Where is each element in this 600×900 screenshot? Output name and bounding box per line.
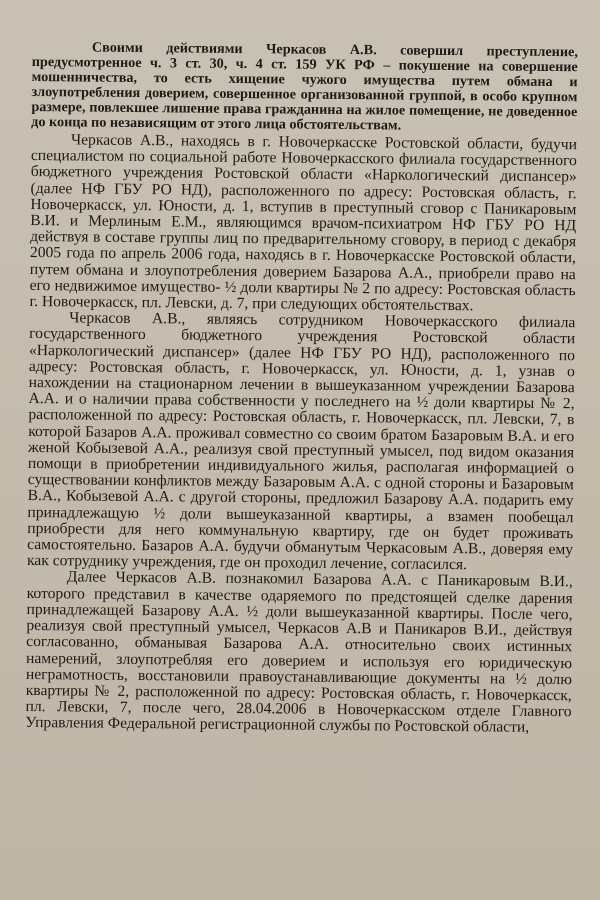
paragraph-verdict: Своими действиями Черкасов А.В. совершил преступление, предусмотренное ч. 3 ст. 30, ч. 4 ст. 159 УК РФ – покушение на совершение мошенничества, то есть хищение чужого имущества путем обмана и злоупотребления доверием, совершенное организованной группой, в особо крупном размере, повлекшее лишение права гражданина на жилое помещение, не доведенное до конца по независящим от этого лица обстоятельствам. <box>31 39 578 134</box>
document-body <box>25 40 578 737</box>
paragraph-circumstances: Черкасов А.В., находясь в г. Новочеркасске Ростовской области, будучи специалистом по социальной работе Новочеркасского филиала государственного бюджетного учреждения Ростовской области «Наркологический диспансер» (далее НФ ГБУ РО НД), расположенного по адресу: Ростовская область, г. Новочеркасск, ул. Юности, д. 1, вступив в преступный сговор с Паникаровым В.И. и Мерлиным Е.М., являющимся врачом-психиатром НФ ГБУ РО НД действуя в составе группы лиц по предварительному сговору, в период с декабря 2005 года по апрель 2006 года, находясь в г. Новочеркасске Ростовской области, путем обмана и злоупотребления доверием Базарова А.А., приобрели право на его недвижимое имущество- ½ доли квартиры № 2 по адресу: Ростовская область г. Новочеркасск, пл. Левски, д. 7, при следующих обстоятельствах. <box>29 131 578 315</box>
paragraph-gift-deal: Далее Черкасов А.В. познакомил Базарова А.А. с Паникаровым В.И., которого представил в качестве одаряемого по предстоящей сделке дарения принадлежащей Базарову А.А. ½ доли вышеуказанной квартиры. После чего, реализуя свой преступный умысел, Черкасов А.В и Паникаров В.И., действуя согласованно, обманывая Базарова А.А. относительно своих истинных намерений, злоупотребляя его доверием и используя его юридическую неграмотность, восстановили правоустанавливающие документы на ½ долю квартиры № 2, расположенной по адресу: Ростовская область, г. Новочеркасск, пл. Левски, 7, после чего, 28.04.2006 в Новочеркасском отделе Главного Управления Федеральной регистрационной службы по Ростовской области, <box>25 568 573 737</box>
paragraph-scheme: Черкасов А.В., являясь сотрудником Новочеркасского филиала государственного бюджетного учреждения Ростовской области «Наркологический диспансер» (далее НФ ГБУ РО НД), расположенного по адресу: Ростовская область, г. Новочеркасск, ул. Юности, д. 1, узнав о нахождении на стационарном лечении в вышеуказанном учреждении Базарова А.А. и о наличии права собственности у последнего на ½ доли квартиры № 2, расположенной по адресу: Ростовская область, г. Новочеркасск, пл. Левски, 7, в которой Базаров А.А. проживал совместно со своим братом Базаровым В.А. и его женой Кобызевой А.А., реализуя свой преступный умысел, под видом оказания помощи в приобретении индивидуального жилья, располагая информацией о существовании конфликтов между Базаровым А.А. с одной стороны и Базаровым В.А., Кобызевой А.А. с другой стороны, предложил Базарову А.А. подарить ему принадлежащую ½ доли вышеуказанной квартиры, а взамен пообещал приобрести для него коммунальную квартиру, где он будет проживать самостоятельно. Базаров А.А. будучи обманутым Черкасовым А.В., доверяя ему как сотруднику учреждения, где он проходил лечение, согласился. <box>26 309 576 574</box>
